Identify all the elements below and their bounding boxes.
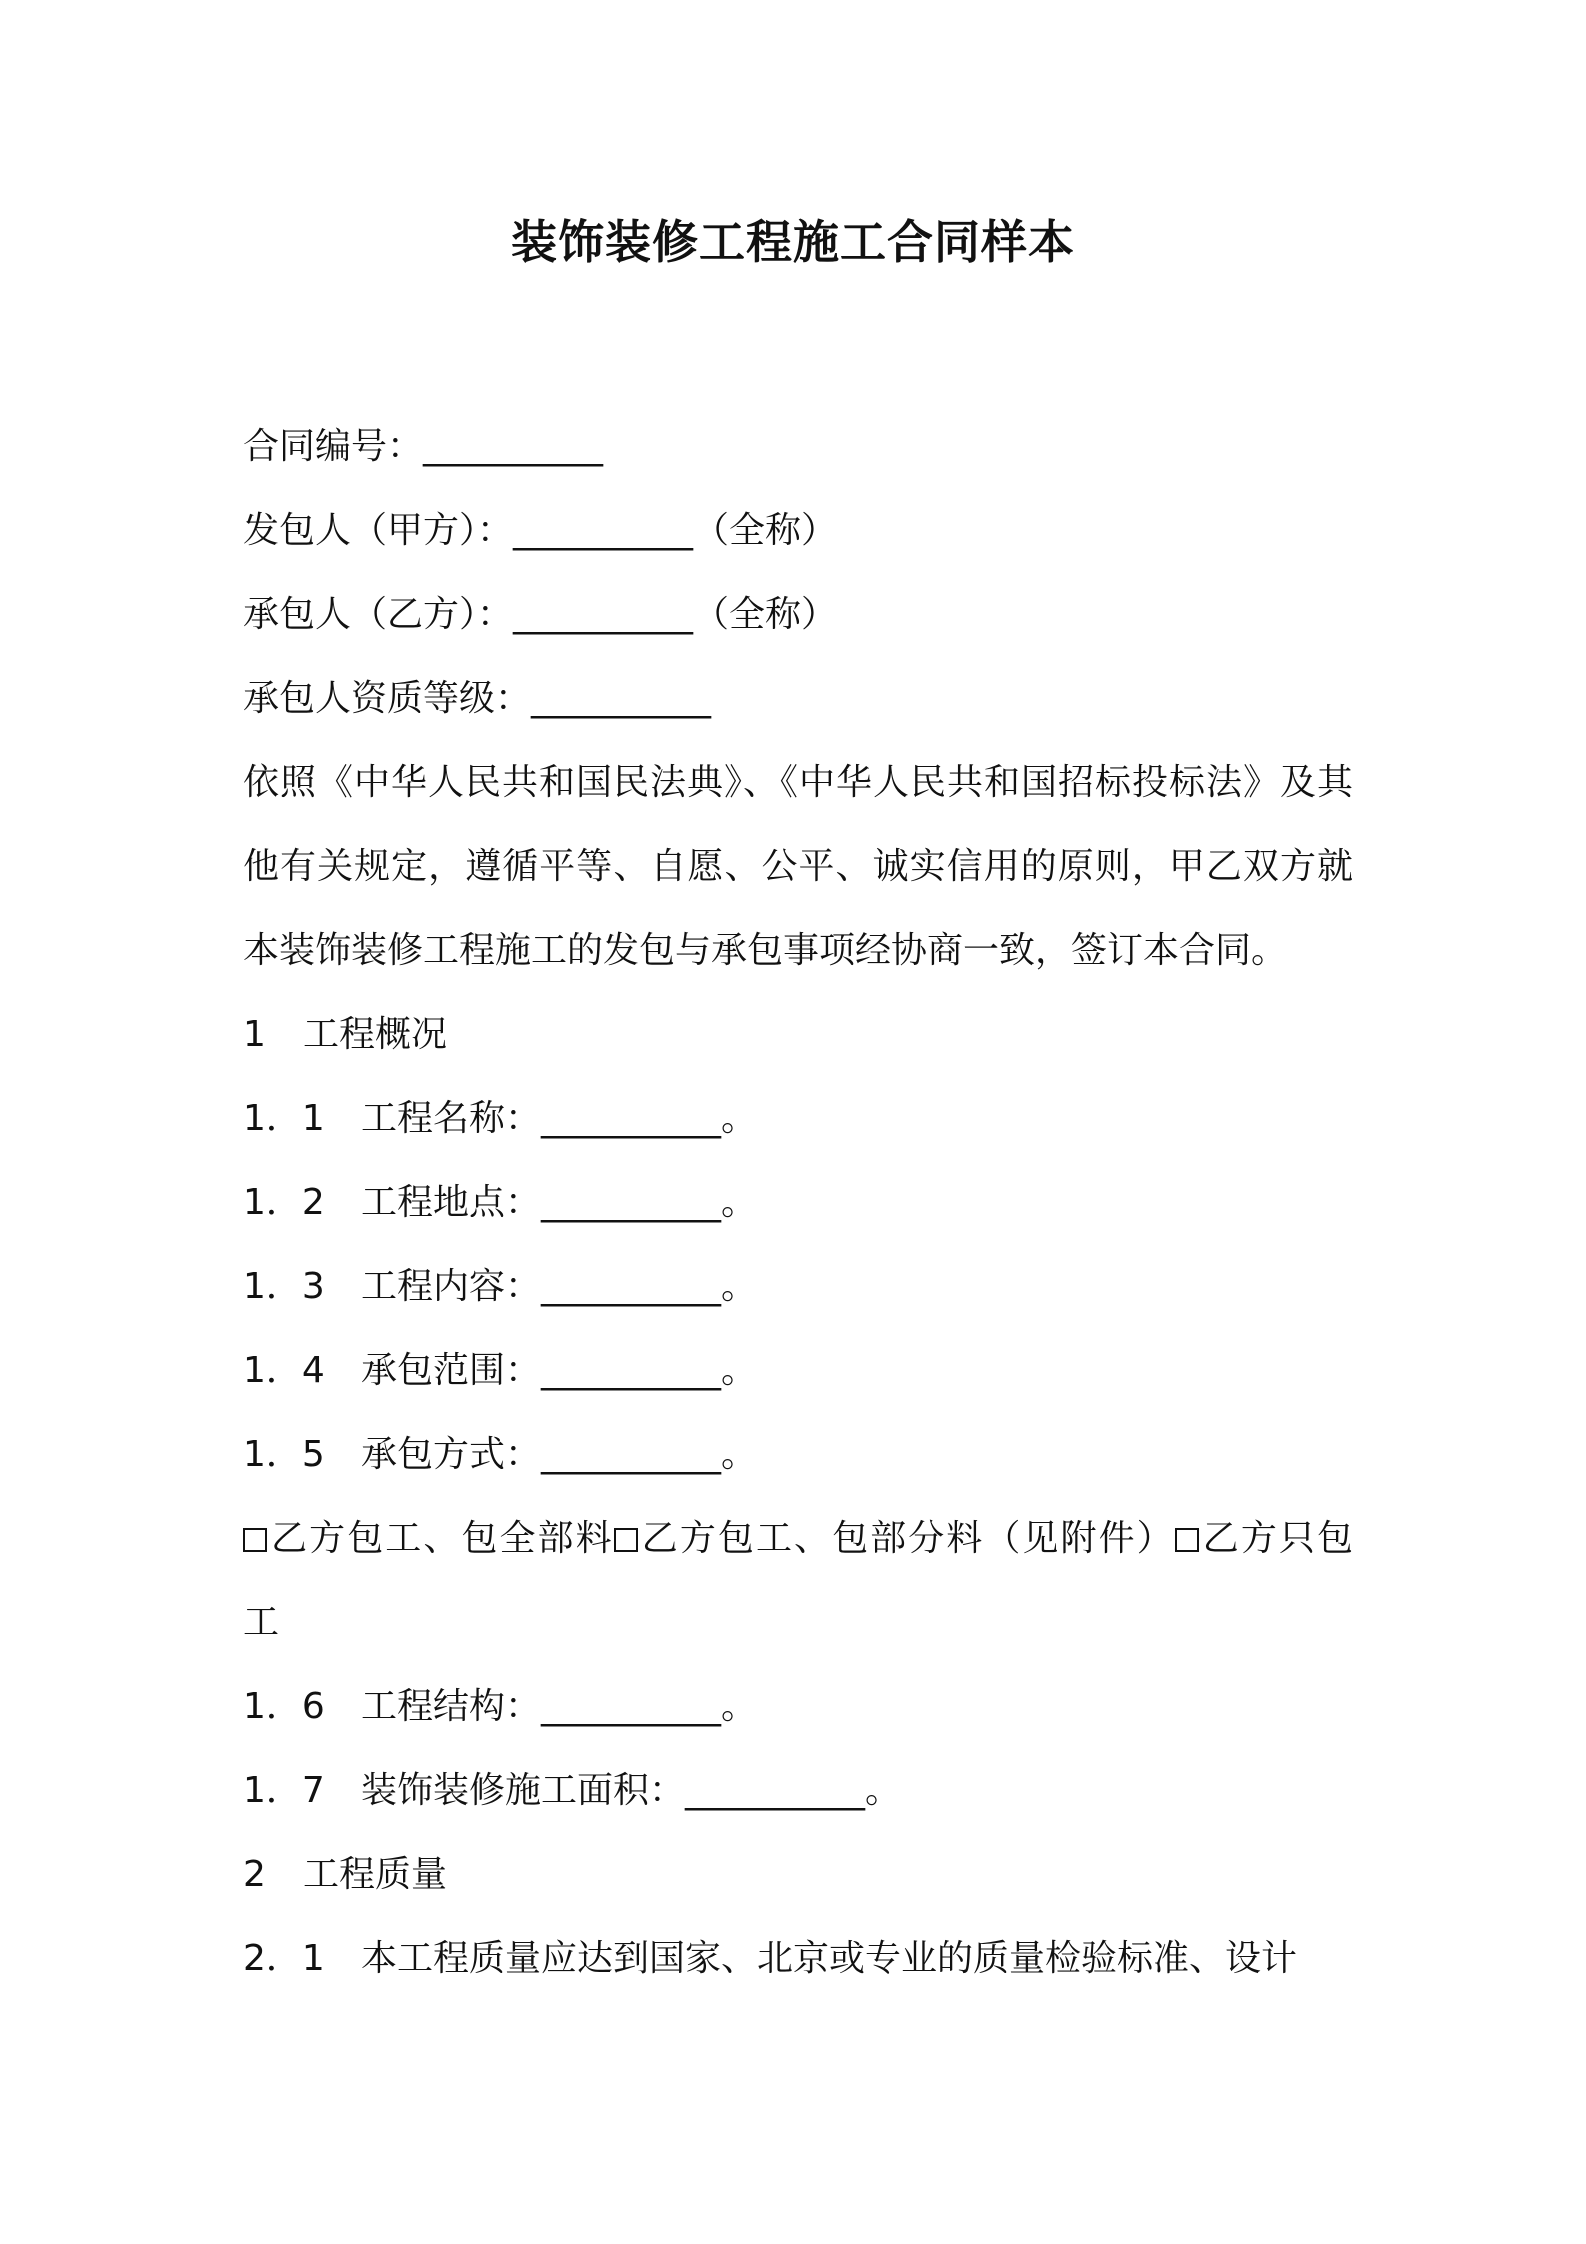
clause-number: 1．4 <box>243 1350 325 1391</box>
clause-label: 工程名称： <box>361 1098 542 1139</box>
contract-type-options-wrap: 工 <box>243 1602 280 1643</box>
clause-end: 。 <box>721 1266 758 1307</box>
fill-blank: __________ <box>541 1350 722 1391</box>
clause-1-3 <box>243 1245 1353 1329</box>
clause-1-5 <box>243 1413 1353 1497</box>
contract-number-line <box>243 405 1353 489</box>
clause-1-6 <box>243 1665 1353 1749</box>
option-2-label: 乙方包工、包部分料（见附件） <box>639 1518 1175 1559</box>
section-2-heading <box>243 1833 1353 1917</box>
field-label: 承包人资质等级： <box>243 678 532 719</box>
preamble-line-1: 依照《中华人民共和国民法典》、《中华人民共和国招标投标法》及其 <box>243 762 1353 803</box>
fill-blank: __________ <box>685 1770 866 1811</box>
clause-label: 装饰装修施工面积： <box>361 1770 686 1811</box>
field-label: 发包人（甲方）： <box>243 510 514 551</box>
fill-blank: __________ <box>541 1434 722 1475</box>
party-a-line <box>243 489 1353 573</box>
section-number: 1 <box>243 1014 266 1055</box>
clause-end: 。 <box>721 1098 758 1139</box>
contract-type-options <box>243 1497 1353 1581</box>
checkbox-option-2[interactable] <box>614 1528 638 1552</box>
clause-label: 工程结构： <box>361 1686 542 1727</box>
clause-number: 1．7 <box>243 1770 325 1811</box>
fill-blank: __________ <box>531 678 712 719</box>
section-1-heading <box>243 993 1353 1077</box>
fill-blank: __________ <box>513 510 694 551</box>
clause-number: 1．5 <box>243 1434 325 1475</box>
fill-blank: __________ <box>541 1182 722 1223</box>
option-1-label: 乙方包工、包全部料 <box>269 1518 614 1559</box>
clause-number: 1．6 <box>243 1686 325 1727</box>
clause-number: 2．1 <box>243 1938 325 1979</box>
clause-2-1 <box>243 1917 1353 2001</box>
section-title: 工程概况 <box>303 1014 448 1055</box>
section-number: 2 <box>243 1854 266 1895</box>
clause-number: 1．2 <box>243 1182 325 1223</box>
field-label: 承包人（乙方）： <box>243 594 514 635</box>
clause-end: 。 <box>721 1182 758 1223</box>
field-suffix: （全称） <box>693 594 838 635</box>
section-title: 工程质量 <box>303 1854 448 1895</box>
clause-number: 1．1 <box>243 1098 325 1139</box>
clause-end: 。 <box>865 1770 902 1811</box>
checkbox-option-1[interactable] <box>243 1528 267 1552</box>
checkbox-option-3[interactable] <box>1175 1528 1199 1552</box>
clause-1-2 <box>243 1161 1353 1245</box>
clause-end: 。 <box>721 1686 758 1727</box>
contract-body <box>243 405 1353 2001</box>
fill-blank: __________ <box>513 594 694 635</box>
page-title: 装饰装修工程施工合同样本 <box>511 215 1075 269</box>
clause-end: 。 <box>721 1350 758 1391</box>
fill-blank: __________ <box>541 1098 722 1139</box>
clause-label: 工程地点： <box>361 1182 542 1223</box>
clause-label: 承包方式： <box>361 1434 542 1475</box>
field-label: 合同编号： <box>243 426 424 467</box>
fill-blank: __________ <box>423 426 604 467</box>
fill-blank: __________ <box>541 1686 722 1727</box>
party-b-line <box>243 573 1353 657</box>
preamble-line-3: 本装饰装修工程施工的发包与承包事项经协商一致，签订本合同。 <box>243 930 1288 971</box>
clause-1-1 <box>243 1077 1353 1161</box>
clause-1-4 <box>243 1329 1353 1413</box>
clause-text: 本工程质量应达到国家、北京或专业的质量检验标准、设计 <box>361 1938 1298 1979</box>
field-suffix: （全称） <box>693 510 838 551</box>
preamble-line-2: 他有关规定，遵循平等、自愿、公平、诚实信用的原则，甲乙双方就 <box>243 846 1353 887</box>
clause-end: 。 <box>721 1434 758 1475</box>
fill-blank: __________ <box>541 1266 722 1307</box>
clause-label: 工程内容： <box>361 1266 542 1307</box>
clause-label: 承包范围： <box>361 1350 542 1391</box>
clause-1-7 <box>243 1749 1353 1833</box>
option-3-label: 乙方只包 <box>1200 1518 1353 1559</box>
qualification-line <box>243 657 1353 741</box>
clause-number: 1．3 <box>243 1266 325 1307</box>
